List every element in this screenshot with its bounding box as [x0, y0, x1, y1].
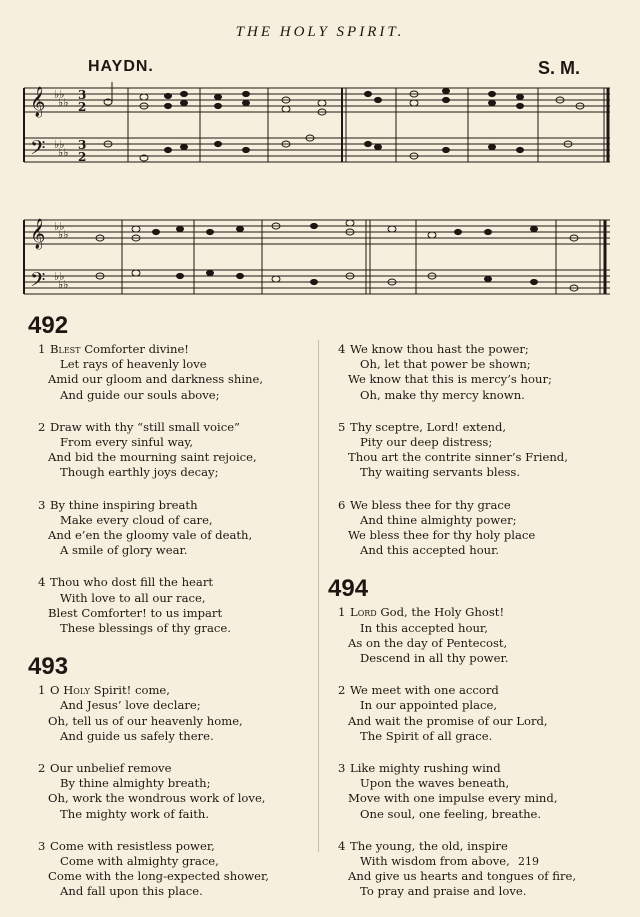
svg-text:♭♭: ♭♭ — [58, 228, 69, 241]
stanza-line: A smile of glory wear. — [60, 543, 188, 558]
stanza-line: Oh, work the wondrous work of love, — [48, 791, 266, 806]
stanza-line: 6 We bless thee for thy grace — [338, 497, 511, 512]
hymn-number: 492 — [28, 312, 69, 339]
stanza-line: These blessings of thy grace. — [60, 621, 231, 636]
hymn-number: 493 — [28, 653, 69, 681]
stanza-line: And guide us safely there. — [60, 728, 214, 743]
music-score-2 — [0, 210, 640, 306]
stanza-line: Blest Comforter! to us impart — [48, 605, 223, 620]
stanza-line: From every sinful way, — [60, 435, 194, 450]
stanza-line: 2 Our unbelief remove — [38, 761, 172, 776]
stanza-line: Oh, let that power be shown; — [360, 357, 531, 372]
stanza-line: Pity our deep distress; — [360, 435, 493, 450]
stanza-line: And Jesus’ love declare; — [60, 698, 201, 713]
stanza — [22, 575, 312, 636]
stanza-line: 1 Blest Comforter divine! — [38, 342, 189, 356]
stanza-line: We bless thee for thy holy place — [348, 528, 536, 543]
stanza-line: Thy waiting servants bless. — [360, 465, 521, 480]
svg-text:♭♭: ♭♭ — [58, 146, 69, 159]
stanza-line: Upon the waves beneath, — [360, 776, 510, 791]
stanza — [22, 683, 312, 744]
stanza-line: With wisdom from above, — [360, 854, 510, 869]
stanza — [322, 683, 612, 744]
music-system-1 — [0, 78, 640, 174]
svg-text:♭♭: ♭♭ — [54, 138, 65, 151]
stanza-line: And e’en the gloomy vale of death, — [48, 528, 253, 543]
svg-text:♭♭: ♭♭ — [58, 278, 69, 291]
stanza-line: Come with almighty grace, — [60, 854, 219, 869]
hymn-492-continued — [322, 342, 612, 558]
svg-text:𝄞: 𝄞 — [30, 87, 46, 117]
music-score-1 — [0, 78, 640, 174]
svg-text:3: 3 — [78, 88, 87, 102]
svg-text:♭♭: ♭♭ — [54, 270, 65, 283]
stanza-line: With love to all our race, — [60, 590, 206, 605]
stanza-line: 5 Thy sceptre, Lord! extend, — [338, 419, 507, 434]
hymn-494 — [322, 575, 612, 899]
stanza-line: And guide our souls above; — [60, 387, 220, 402]
svg-text:𝄢: 𝄢 — [30, 136, 46, 164]
stanza-line: And thine almighty power; — [360, 512, 517, 527]
stanza-line: Let rays of heavenly love — [60, 357, 207, 372]
stanza — [322, 605, 612, 666]
stanza-line: 4 Thou who dost fill the heart — [38, 575, 214, 590]
stanza — [22, 761, 312, 822]
stanza — [322, 342, 612, 403]
stanza-line: Amid our gloom and darkness shine, — [48, 372, 264, 387]
stanza-line: 4 We know thou hast the power; — [338, 342, 529, 356]
stanza-line: 1 O Holy Spirit! come, — [38, 683, 170, 698]
stanza — [322, 498, 612, 559]
stanza-line: Make every cloud of care, — [60, 512, 213, 527]
hymn-492 — [22, 312, 312, 636]
stanza-line: Oh, make thy mercy known. — [360, 387, 525, 402]
music-system-2 — [0, 210, 640, 306]
stanza-line: One soul, one feeling, breathe. — [360, 806, 542, 821]
svg-text:♭♭: ♭♭ — [54, 220, 65, 233]
stanza-line: The Spirit of all grace. — [360, 728, 493, 743]
stanza-line: As on the day of Pentecost, — [348, 635, 508, 650]
stanza-line: Oh, tell us of our heavenly home, — [48, 713, 243, 728]
svg-text:2: 2 — [78, 100, 87, 114]
svg-text:𝄞: 𝄞 — [30, 219, 46, 249]
page-number: 219 — [518, 855, 539, 868]
svg-text:♭♭: ♭♭ — [54, 88, 65, 101]
stanza-line: 3 By thine inspiring breath — [38, 497, 198, 512]
hymn-number: 494 — [328, 575, 369, 603]
meter-label: S. M. — [538, 58, 581, 78]
stanza-line: Descend in all thy power. — [360, 651, 509, 666]
stanza-line: And give us hearts and tongues of fire, — [348, 869, 577, 884]
stanza-line: 2 We meet with one accord — [338, 683, 499, 698]
stanza-line: 2 Draw with thy “still small voice” — [38, 419, 240, 434]
right-column — [322, 342, 612, 917]
stanza — [322, 839, 612, 900]
stanza-line: By thine almighty breath; — [60, 776, 211, 791]
stanza-line: The mighty work of faith. — [60, 806, 210, 821]
stanza — [322, 420, 612, 481]
stanza-line: To pray and praise and love. — [360, 884, 527, 899]
stanza-line: Though earthly joys decay; — [60, 465, 219, 480]
stanza-line: And fall upon this place. — [60, 884, 203, 899]
stanza-line: Come with the long-expected shower, — [48, 869, 269, 884]
stanza — [22, 498, 312, 559]
running-head: THE HOLY SPIRIT. — [235, 24, 405, 40]
stanza-line: And wait the promise of our Lord, — [348, 713, 548, 728]
stanza — [22, 839, 312, 900]
stanza-line: 3 Like mighty rushing wind — [338, 761, 501, 776]
stanza-line: Thou art the contrite sinner’s Friend, — [348, 450, 568, 465]
stanza — [22, 342, 312, 403]
svg-text:2: 2 — [78, 150, 87, 164]
stanza-line: In this accepted hour, — [360, 620, 488, 635]
svg-text:𝄢: 𝄢 — [30, 268, 46, 296]
stanza-line: 4 The young, the old, inspire — [338, 838, 508, 853]
stanza-line: Move with one impulse every mind, — [348, 791, 558, 806]
stanza-line: We know that this is mercy’s hour; — [348, 372, 552, 387]
stanza-line: And bid the mourning saint rejoice, — [48, 450, 257, 465]
column-divider — [318, 340, 319, 852]
tune-name: HAYDN. — [88, 58, 154, 75]
stanza-line: In our appointed place, — [360, 698, 498, 713]
stanza-line: 3 Come with resistless power, — [38, 838, 215, 853]
stanza-line: 1 Lord God, the Holy Ghost! — [338, 605, 505, 620]
stanza — [22, 420, 312, 481]
hymn-493 — [22, 653, 312, 899]
stanza — [322, 761, 612, 822]
svg-text:3: 3 — [78, 138, 87, 152]
stanza-line: And this accepted hour. — [360, 543, 500, 558]
svg-text:♭♭: ♭♭ — [58, 96, 69, 109]
left-column — [22, 312, 312, 917]
